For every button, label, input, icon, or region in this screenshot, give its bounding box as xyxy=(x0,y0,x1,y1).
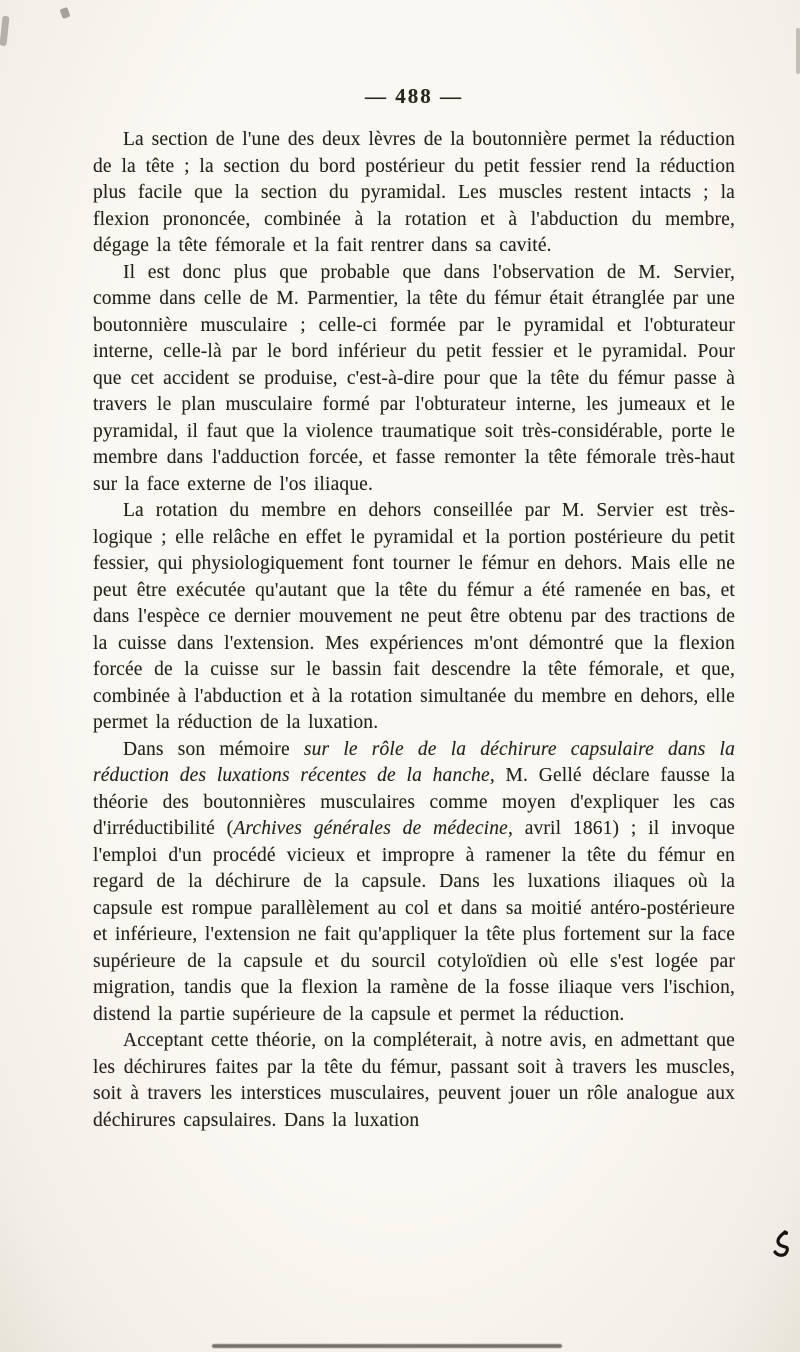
text-run: Dans son mémoire xyxy=(123,738,304,760)
page-number: — 488 — xyxy=(365,84,463,108)
text-run: Il est donc plus que probable que dans l'observation de M. Servier, comme dans celle de M. Parmentier, la tête du fémur était étranglée par une boutonnière musculaire ; celle-ci formée par le pyramidal et l'obturateur interne, celle-là par le bord inférieur du petit fessier et le pyramidal. Pour que cet accident se produise, c'est-à-dire pour que la tête du fémur passe à travers le plan musculaire formé par l'obturateur interne, les jumeaux et le pyramidal, il faut que la violence traumatique soit très-considérable, porte le membre dans l'adduction forcée, et fasse remonter la tête fémorale très-haut sur la face externe de l'os iliaque. xyxy=(93,261,735,495)
text-run: Acceptant cette théorie, on la compléterait, à notre avis, en admettant que les déchirures faites par la tête du fémur, passant soit à travers les muscles, soit à travers les interstices musculaires, peuvent jouer un rôle analogue aux déchirures capsulaires. Dans la luxation xyxy=(93,1030,735,1131)
paragraph xyxy=(93,1028,735,1134)
paragraph xyxy=(93,737,735,1029)
paragraph xyxy=(93,127,735,260)
scan-artifact-top-left xyxy=(0,16,10,47)
text-run: M. Gellé déclare fausse la théorie des boutonnières musculaires comme moyen d'expliquer les cas d'irréductibilité ( xyxy=(93,765,735,839)
text-block xyxy=(93,127,735,1134)
italic-text-run: sur le rôle de la déchirure capsulaire dans la réduction des luxations récentes de la hanche, xyxy=(93,738,735,786)
paragraph xyxy=(93,260,735,499)
ink-blot-mark xyxy=(770,1230,794,1265)
book-page xyxy=(93,84,735,1134)
text-run: La section de l'une des deux lèvres de la boutonnière permet la réduction de la tête ; la section du bord postérieur du petit fessier rend la réduction plus facile que la section du pyramidal. Les muscles restent intacts ; la flexion prononcée, combinée à la rotation et à l'abduction du membre, dégage la tête fémorale et la fait rentrer dans sa cavité. xyxy=(93,129,735,256)
scan-artifact-right-edge xyxy=(796,28,800,74)
text-run: , avril 1861) ; il invoque l'emploi d'un procédé vicieux et impropre à ramener la tête du fémur en regard de la déchirure de la capsule. Dans les luxations iliaques où la capsule est rompue parallèlement au col et dans sa moitié antéro-postérieure et inférieure, l'extension ne fait qu'appliquer la tête plus fortement sur la face supérieure de la capsule et du sourcil cotyloïdien où elle s'est logée par migration, tandis que la flexion la ramène de la fosse iliaque vers l'ischion, distend la partie supérieure de la capsule et permet la réduction. xyxy=(93,818,735,1025)
italic-text-run: Archives générales de médecine xyxy=(233,818,508,839)
text-run: La rotation du membre en dehors conseillée par M. Servier est très-logique ; elle relâche en effet le pyramidal et la portion postérieure du petit fessier, qui physiologiquement font tourner le fémur en dehors. Mais elle ne peut être exécutée qu'autant que la tête du fémur a été ramenée en bas, et dans l'espèce ce dernier mouvement ne peut être obtenu par des tractions de la cuisse dans l'extension. Mes expériences m'ont démontré que la flexion forcée de la cuisse sur le bassin fait descendre la tête fémorale, et que, combinée à l'abduction et à la rotation simultanée du membre en dehors, elle permet la réduction de la luxation. xyxy=(93,500,735,733)
paragraph xyxy=(93,498,735,737)
scan-artifact-tick xyxy=(60,7,71,19)
scan-artifact-bottom-edge xyxy=(212,1344,562,1348)
